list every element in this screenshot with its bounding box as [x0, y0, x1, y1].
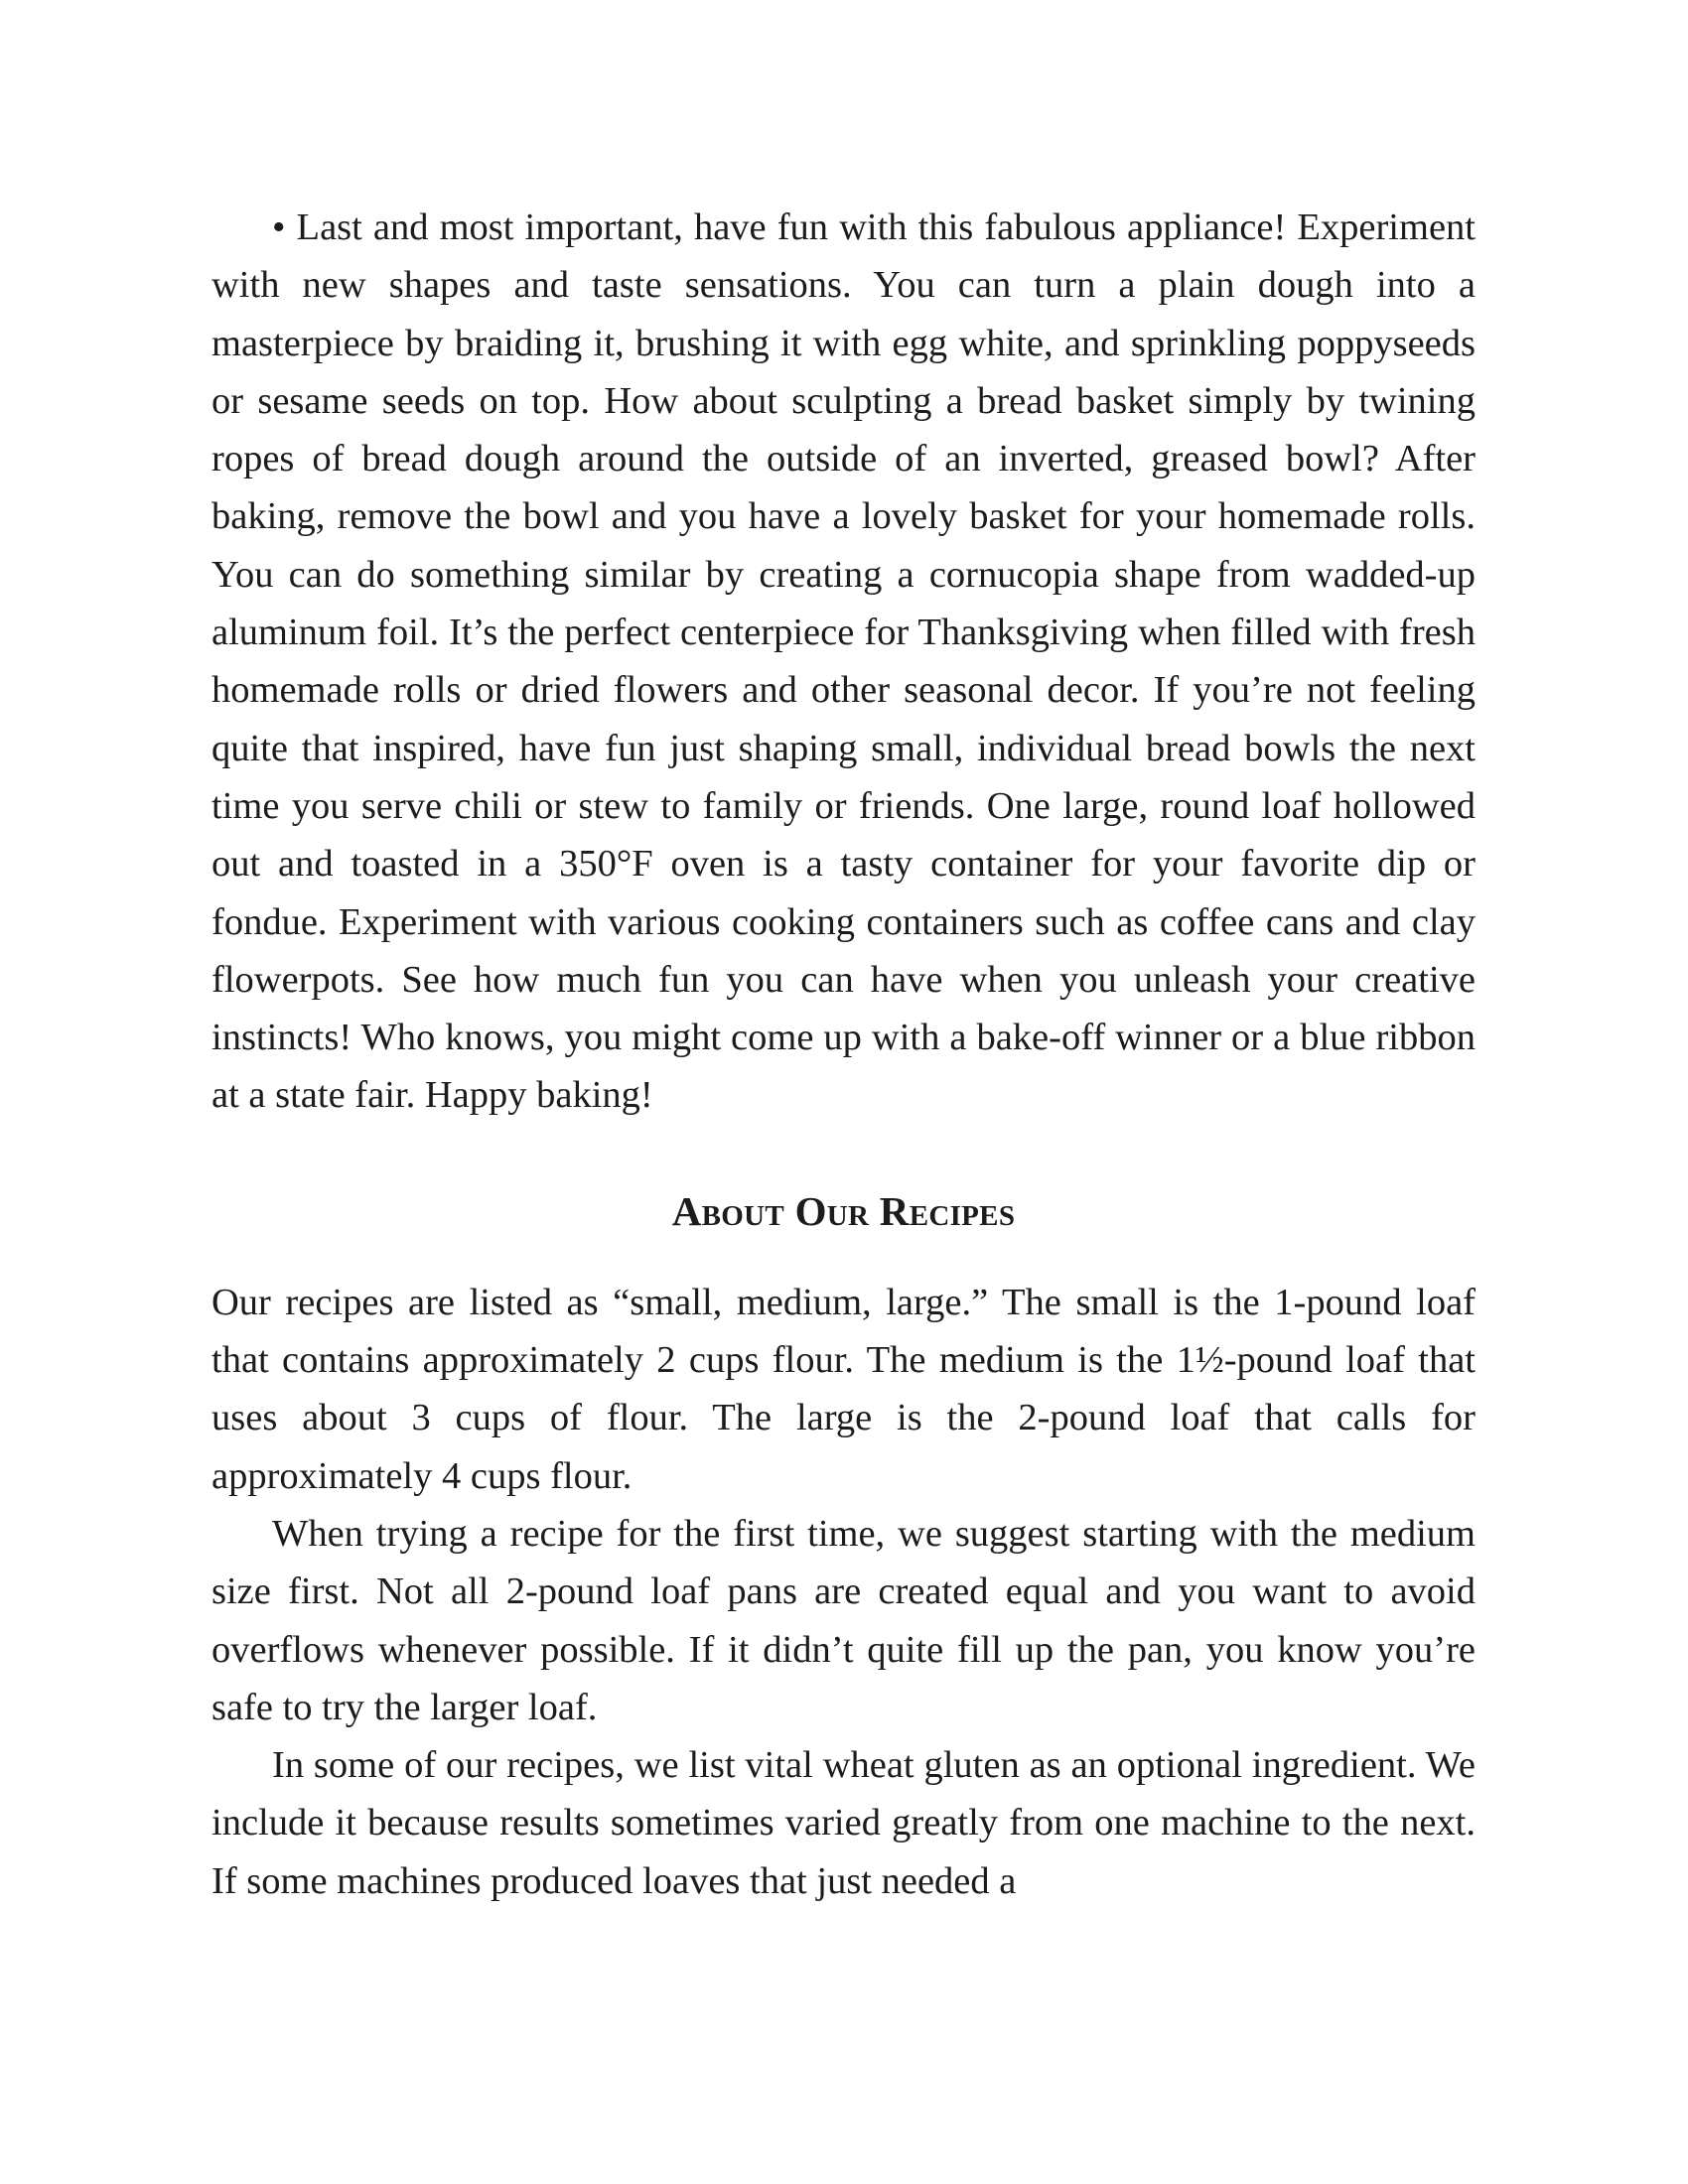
- paragraph-first-time-tip: When trying a recipe for the first time, we suggest starting with the medium size first. Not all 2-pound loaf pans are created equal and you want to avoid overflows whenever possible. If it didn’t quite fill up the pan, you know you’re safe to try the larger loaf.: [211, 1512, 1476, 1728]
- paragraph-recipe-sizes: Our recipes are listed as “small, medium, large.” The small is the 1-pound loaf that contains approximately 2 cups flour. The medium is the 1½-pound loaf that uses about 3 cups of flour. The large is the 2-pound loaf that calls for approximately 4 cups flour.: [211, 1281, 1476, 1497]
- bullet-paragraph-have-fun: • Last and most important, have fun with this fabulous appliance! Experiment with new shapes and taste sensations. You can turn a plain dough into a masterpiece by braiding it, brushing it with egg white, and sprinkling poppyseeds or sesame seeds on top. How about sculpting a bread basket simply by twining ropes of bread dough around the outside of an inverted, greased bowl? After baking, remove the bowl and you have a lovely basket for your homemade rolls. You can do something similar by creating a cornucopia shape from wadded-up aluminum foil. It’s the perfect centerpiece for Thanksgiving when filled with fresh homemade rolls or dried flowers and other seasonal decor. If you’re not feeling quite that inspired, have fun just shaping small, individual bread bowls the next time you serve chili or stew to family or friends. One large, round loaf hollowed out and toasted in a 350°F oven is a tasty container for your favorite dip or fondue. Experiment with various cooking containers such as coffee cans and clay flowerpots. See how much fun you can have when you unleash your creative instincts! Who knows, you might come up with a bake-off winner or a blue ribbon at a state fair. Happy baking!: [211, 206, 1476, 1117]
- section-heading-about-our-recipes: About Our Recipes: [671, 1187, 1016, 1234]
- page-body: [211, 199, 1476, 1910]
- paragraph-vital-wheat-gluten: In some of our recipes, we list vital wheat gluten as an optional ingredient. We include it because results sometimes varied greatly from one machine to the next. If some machines produced loaves that just needed a: [211, 1744, 1476, 1902]
